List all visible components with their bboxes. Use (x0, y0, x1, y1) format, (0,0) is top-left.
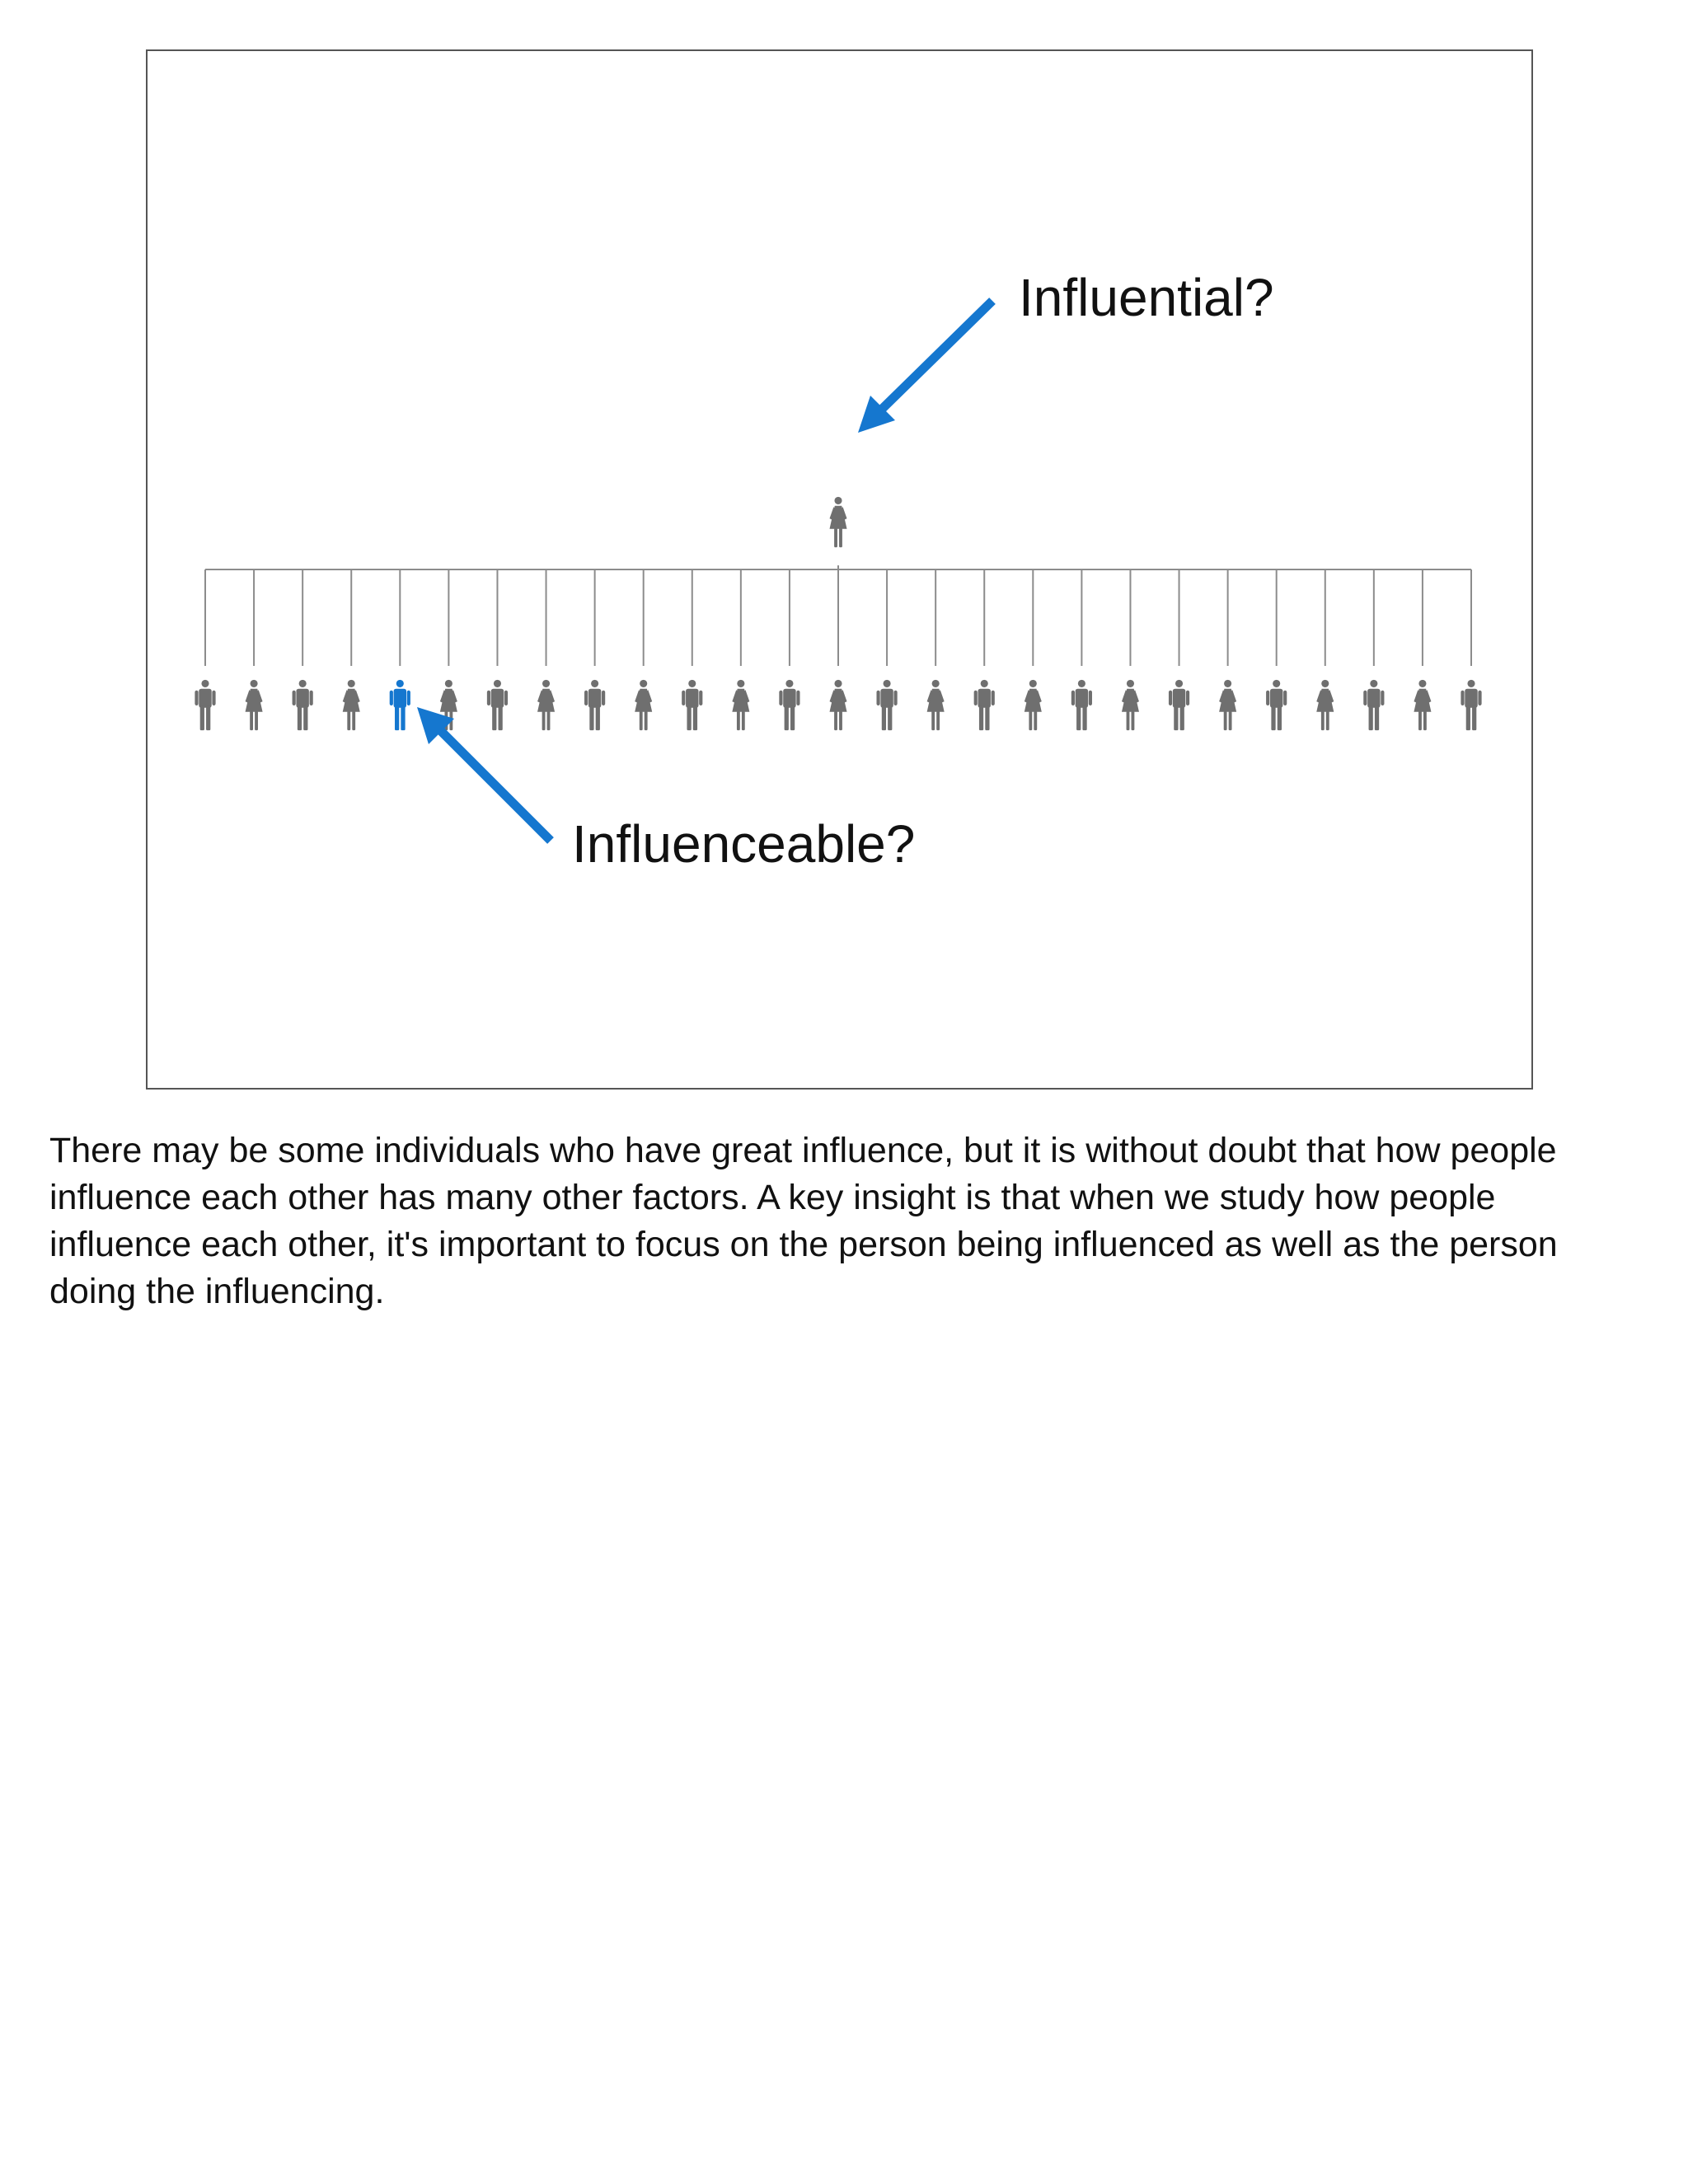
person-male-icon (195, 680, 215, 730)
person-male-icon (1169, 680, 1189, 730)
person-male-icon (1266, 680, 1287, 730)
person-female-icon (537, 680, 555, 730)
tree-connector-lines (205, 565, 1471, 666)
label-influential: Influential? (1019, 268, 1274, 327)
person-male-icon (487, 680, 508, 730)
slide-frame (146, 49, 1533, 1090)
person-female-icon (830, 680, 847, 730)
person-male-icon (1461, 680, 1481, 730)
arrows (417, 301, 992, 841)
person-male-icon (682, 680, 702, 730)
arrow-to-influenceable (417, 707, 551, 841)
person-male-icon (293, 680, 313, 730)
person-male-icon (1071, 680, 1092, 730)
root-person-female-icon (830, 497, 847, 547)
person-male-icon (779, 680, 799, 730)
person-male-icon (876, 680, 897, 730)
person-male-icon (974, 680, 995, 730)
arrow-to-influential (858, 301, 992, 433)
person-female-icon (246, 680, 263, 730)
person-female-icon (1414, 680, 1431, 730)
person-male-icon (1363, 680, 1384, 730)
person-female-icon (927, 680, 945, 730)
person-male-icon (584, 680, 605, 730)
person-female-icon (343, 680, 360, 730)
influence-tree-diagram (148, 51, 1535, 1091)
person-female-icon (635, 680, 652, 730)
person-female-icon (1025, 680, 1042, 730)
label-influenceable: Influenceable? (572, 814, 916, 874)
highlighted-person-male-icon (390, 680, 410, 730)
person-female-icon (1122, 680, 1139, 730)
person-female-icon (1219, 680, 1236, 730)
person-female-icon (1316, 680, 1334, 730)
person-female-icon (732, 680, 749, 730)
speaker-notes-text: There may be some individuals who have great influence, but it is without doubt that how people influence each other has many other factors. A key insight is that when we study how people influence each other, it's important to focus on the person being influenced as well as the person doing the influencing. (49, 1131, 1558, 1311)
